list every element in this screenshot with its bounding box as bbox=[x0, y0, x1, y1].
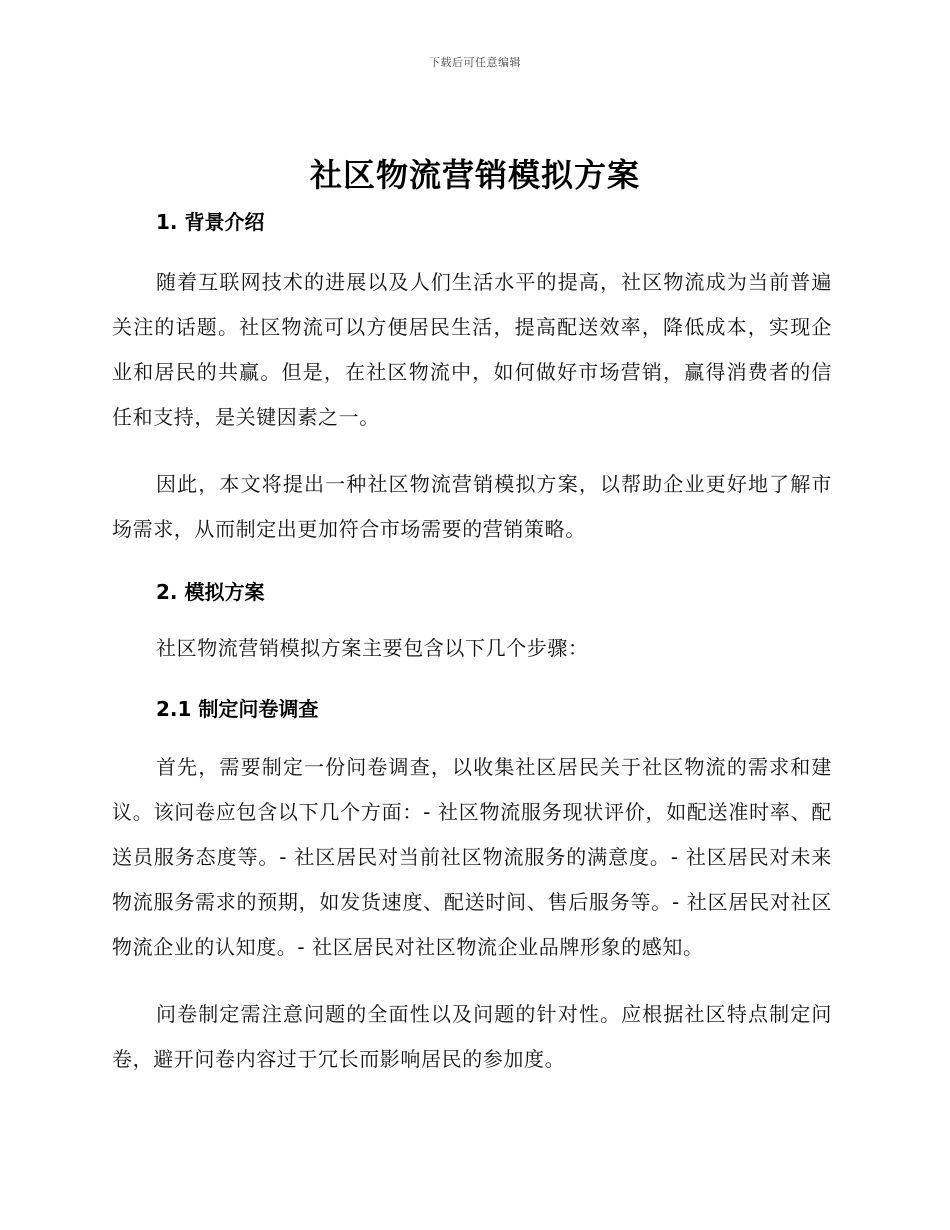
paragraph-questionnaire-1: 首先，需要制定一份问卷调查，以收集社区居民关于社区物流的需求和建议。该问卷应包含以下几个方面：- 社区物流服务现状评价，如配送准时率、配送员服务态度等。- 社区居民对当前社区物流服务的满意度。- 社区居民对未来物流服务需求的预期，如发货速度、配送时间、售后服务等。- 社区居民对社区物流企业的认知度。- 社区居民对社区物流企业品牌形象的感知。 bbox=[112, 755, 832, 959]
header-note: 下载后可任意编辑 bbox=[429, 56, 521, 69]
section-heading-background: 1. 背景介绍 bbox=[156, 210, 265, 234]
paragraph-background-1: 随着互联网技术的进展以及人们生活水平的提高，社区物流成为当前普遍关注的话题。社区物流可以方便居民生活，提高配送效率，降低成本，实现企业和居民的共赢。但是，在社区物流中，如何做好市场营销，赢得消费者的信任和支持，是关键因素之一。 bbox=[112, 270, 832, 429]
paragraph-questionnaire-2: 问卷制定需注意问题的全面性以及问题的针对性。应根据社区特点制定问卷，避开问卷内容过于冗长而影响居民的参加度。 bbox=[112, 1002, 832, 1071]
section-heading-questionnaire: 2.1 制定问卷调查 bbox=[156, 697, 319, 721]
paragraph-simulation-intro: 社区物流营销模拟方案主要包含以下几个步骤： bbox=[156, 636, 589, 660]
paragraph-background-2: 因此，本文将提出一种社区物流营销模拟方案，以帮助企业更好地了解市场需求，从而制定出更加符合市场需要的营销策略。 bbox=[112, 472, 832, 541]
section-heading-simulation: 2. 模拟方案 bbox=[156, 580, 265, 604]
document-title: 社区物流营销模拟方案 bbox=[309, 156, 640, 194]
document-body bbox=[112, 204, 832, 1082]
